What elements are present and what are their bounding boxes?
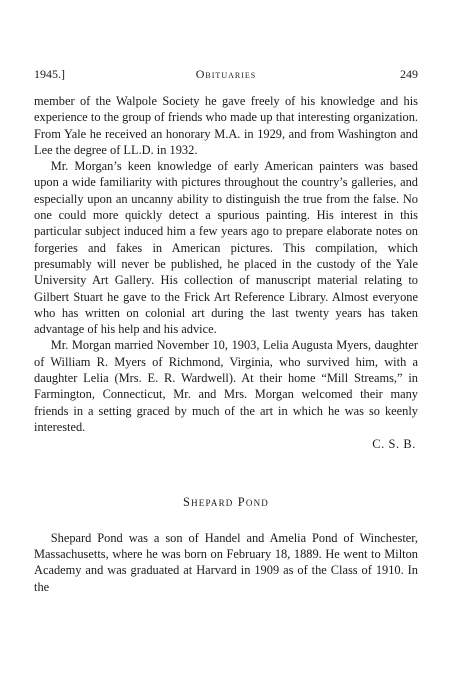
page-body [34,93,418,595]
running-header [34,66,418,82]
paragraph-continued: member of the Walpole Society he gave freely of his knowledge and his experience to the group of friends who made up that interesting organization. From Yale he received an honorary M.A. in 1929, and from Washington and Lee the degree of LL.D. in 1932. [34,94,418,157]
paragraph: Mr. Morgan married November 10, 1903, Lelia Augusta Myers, daughter of William R. Myers of Richmond, Virginia, who survived him, with a daughter Lelia (Mrs. E. R. Wardwell). At their home “Mill Streams,” in Farmington, Connecticut, Mr. and Mrs. Morgan welcomed their many friends in a setting graced by much of the art in which he was so keenly interested. [34,338,418,434]
paragraph: Shepard Pond was a son of Handel and Amelia Pond of Winchester, Massachusetts, where he was born on February 18, 1889. He went to Milton Academy and was graduated at Harvard in 1909 as of the Class of 1910. In the [34,530,418,594]
running-title: Obituaries [195,67,257,81]
obituary-heading: Shepard Pond [183,494,269,509]
author-initials: C. S. B. [372,437,416,452]
paragraph: Mr. Morgan’s keen knowledge of early American painters was based upon a wide familiarity with pictures throughout the country’s galleries, and especially upon an uncanny ability to distinguish the true from the false. No one could more quickly detect a spurious painting. His interest in this particular subject induced him a few years ago to prepare elaborate notes on forgeries and fakes in American pictures. This compilation, which presumably will never be published, he placed in the custody of the Yale University Art Gallery. His collection of manuscript material relating to Gilbert Stuart he gave to the Frick Art Reference Library. Almost everyone who has written on colonial art during the last twenty years has taken advantage of his help and his advice. [34,159,418,337]
header-year: 1945.] [34,67,65,81]
page-number: 249 [400,67,418,81]
